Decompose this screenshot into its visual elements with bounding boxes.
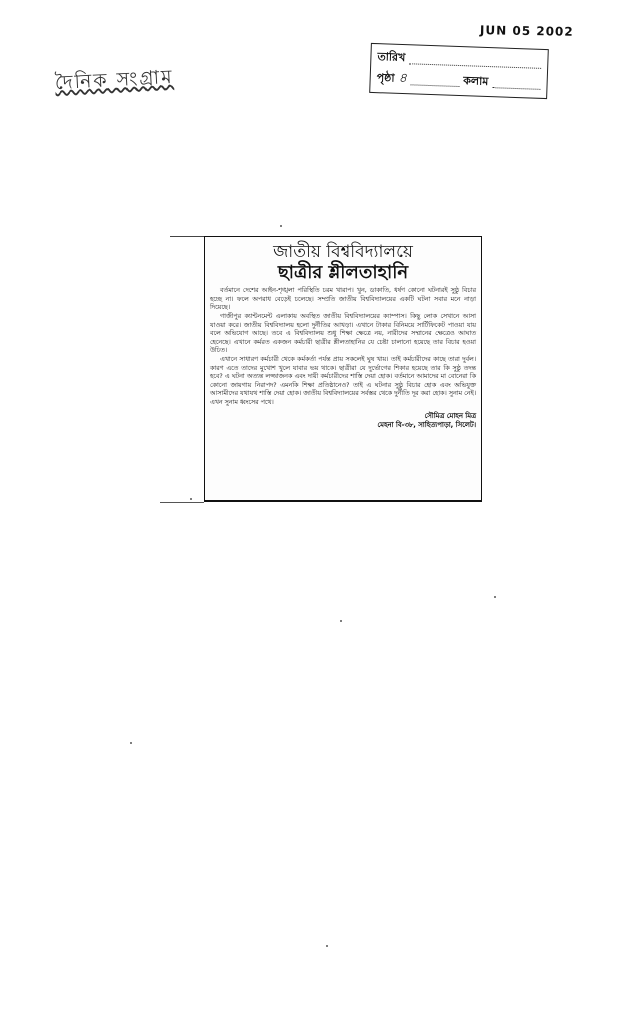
article-paragraph: বর্তমানে দেশের আইন-শৃঙ্খলা পরিস্থিতি চরম খারাপ। খুন, ডাকাতি, ধর্ষণ কোনো ঘটনারই সুষ্ঠু বিচার হচ্ছে না। ফলে অপরাধ বেড়েই চলেছে। সম্প্রতি জাতীয় বিশ্ববিদ্যালয়ের একটি ঘটনা সবার মনে নাড়া দিয়েছে। (210, 287, 476, 312)
clipping-edge-bottom (160, 502, 204, 503)
signature-address: মেহনা বি-৩৮, সাহিত্যপাড়া, সিলেট। (377, 420, 476, 429)
headline-line-2: ছাত্রীর শ্লীলতাহানি (277, 261, 409, 283)
scan-speck (340, 620, 342, 622)
filing-stamp-column-line (492, 77, 541, 90)
scan-speck (326, 945, 328, 947)
signature-name: সৌমিত্র মোহন মিত্র (424, 411, 476, 420)
filing-stamp-row-page (376, 68, 541, 95)
newspaper-clipping (204, 236, 482, 502)
scan-speck (190, 498, 192, 500)
handwritten-note: দৈনিক সংগ্রাম (54, 65, 175, 95)
filing-stamp-page-value: ৪ (398, 70, 408, 87)
filing-stamp-page-line (411, 74, 460, 87)
scan-speck (280, 225, 282, 227)
scan-speck (130, 742, 132, 744)
date-stamp: JUN 05 2002 (479, 23, 574, 39)
headline-line-1: জাতীয় বিশ্ববিদ্যালয়ে (273, 242, 413, 262)
clipping-edge-top (170, 236, 204, 237)
filing-stamp-page-label: পৃষ্ঠা (376, 71, 395, 85)
filing-stamp (369, 43, 549, 99)
filing-stamp-column-label: কলাম (462, 74, 489, 89)
article-paragraph: গাজীপুর ক্যান্টনমেন্ট এলাকায় অবস্থিত জাতীয় বিশ্ববিদ্যালয়ের ক্যাম্পাস। কিছু লোক সেখানে আসা যাওয়া করে। জাতীয় বিশ্ববিদ্যালয় হলো দুর্নীতির আখড়া। এখানে টাকার বিনিময়ে সার্টিফিকেট পাওয়া যায় বলে অভিযোগ আছে। তবে এ বিশ্ববিদ্যালয় শুধু শিক্ষা ক্ষেত্রে নয়, নারীদের সম্মানের ক্ষেত্রেও আঘাত হেনেছে। এখানে কর্মরত একজন কর্মচারী ছাত্রীর শ্লীলতাহানির যে চেষ্টা চালানো হয়েছে তার বিচার হওয়া উচিত। (210, 313, 476, 355)
filing-stamp-date-label: তারিখ (377, 50, 406, 65)
scan-speck (494, 596, 496, 598)
article-paragraph: এখানে সাধারণ কর্মচারী থেকে কর্মকর্তা পর্যন্ত প্রায় সকলেই ঘুষ খায়। তাই কর্মচারীদের কাছে তারা দুর্বল। কারণ এতে তাদের মুখোশ খুলে যাবার ভয় থাকে। ছাত্রীরা যে দুর্ভোগের শিকার হয়েছে তার কি সুষ্ঠু তদন্ত হবে? এ ঘটনা অত্যন্ত লজ্জাজনক এবং দায়ী কর্মচারীদের শাস্তি দেয়া হোক। বর্তমানে আমাদের মা বোনেরা কি কোনো জায়গায় নিরাপদ? এমনকি শিক্ষা প্রতিষ্ঠানেও? তাই এ ঘটনার সুষ্ঠু বিচার হোক এবং অভিযুক্ত আসামীদের যথাযথ শাস্তি দেয়া হোক। জাতীয় বিশ্ববিদ্যালয়ের সর্বস্তর থেকে দুর্নীতি দূর করা হোক। সুনাম নেই। এখন সুনাম ধ্বংসের পথে। (210, 355, 476, 406)
article-body (210, 287, 476, 407)
filing-stamp-date-line (409, 53, 541, 69)
article-signature (210, 412, 476, 430)
article-headline (210, 243, 476, 283)
